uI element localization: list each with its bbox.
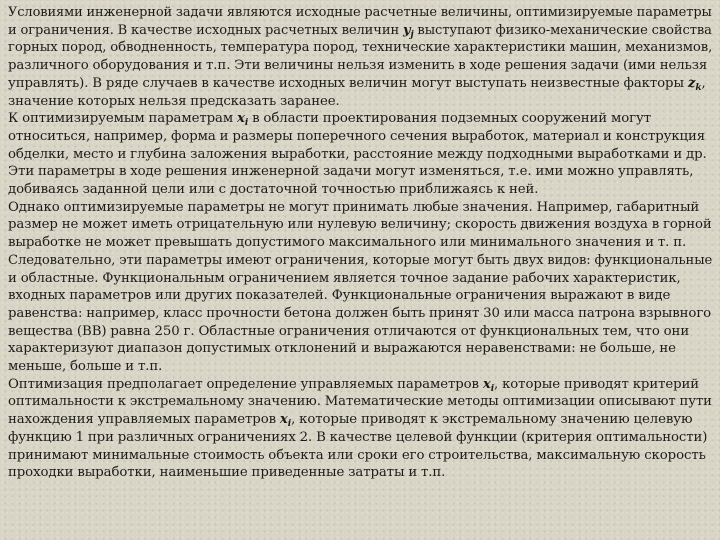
paragraph [8, 376, 712, 482]
text-line [8, 358, 712, 376]
variable-subscript: j [410, 29, 414, 40]
text-run: Однако оптимизируемые параметры не могут принимать любые значения. Например, габаритный [8, 199, 700, 215]
variable-base: x [279, 412, 288, 428]
text-line [8, 181, 712, 199]
text-run: и областные. Функциональным ограничением является точное задание рабочих характеристик, [8, 270, 681, 286]
text-line [8, 110, 712, 128]
paragraph [8, 4, 712, 110]
text-line [8, 75, 712, 93]
text-line [8, 393, 712, 411]
text-line [8, 57, 712, 75]
paragraph [8, 199, 712, 376]
text-run: в области проектирования подземных сооружений могут [248, 111, 651, 127]
text-run: нахождения управляемых параметров [8, 412, 280, 428]
text-line [8, 252, 713, 270]
variable-subscript: i [490, 383, 495, 394]
text-run: входных параметров или других показателей. Функциональные ограничения выражают в виде [8, 288, 671, 304]
text-run: управлять). В ряде случаев в качестве исходных величин могут выступать неизвестные факторы [8, 75, 688, 91]
text-line [8, 270, 712, 288]
text-run: обделки, место и глубина заложения выработки, расстояние между подходными выработками и др. [8, 146, 707, 162]
math-variable [279, 412, 292, 430]
text-run: значение которых нельзя предсказать заранее. [8, 93, 340, 109]
text-run: меньше, больше и т.п. [8, 359, 163, 375]
variable-base: x [482, 376, 491, 392]
text-line [8, 163, 712, 181]
text-line [8, 376, 712, 394]
variable-base: z [687, 75, 696, 91]
text-line [8, 429, 712, 447]
variable-base: x [237, 111, 245, 127]
text-line [8, 234, 712, 252]
text-line [8, 340, 712, 358]
text-line [8, 22, 712, 40]
text-line [8, 93, 712, 111]
text-line [8, 287, 712, 305]
math-variable [483, 377, 494, 392]
text-line [8, 199, 712, 217]
body-text [8, 4, 712, 482]
text-run: горных пород, обводненность, температура пород, технические характеристики машин, механизмов, [8, 40, 713, 56]
variable-subscript: k [695, 82, 702, 93]
text-line [8, 411, 712, 429]
text-run: выработке не может превышать допустимого максимального или минимального значения и т. п. [8, 235, 687, 251]
text-run: характеризуют диапазон допустимых отклонений и выражаются неравенствами: не больше, не [8, 341, 676, 357]
text-run: К оптимизируемым параметрам [8, 111, 238, 127]
text-run: различного оборудования и т.п. Эти величины нельзя изменить в ходе решения задачи (ими нельзя [8, 58, 708, 74]
math-variable [237, 111, 249, 129]
text-run: выступают физико-механические свойства [413, 22, 712, 38]
variable-subscript: i [244, 118, 249, 129]
text-run: оптимальности к экстремальному значению. Математические методы оптимизации описывают пути [8, 394, 712, 410]
text-run: размер не может иметь отрицательную или нулевую величину; скорость движения воздуха в горной [8, 217, 712, 233]
variable-base: y [402, 22, 411, 38]
text-run: равенства: например, класс прочности бетона должен быть принят 30 или масса патрона взрывного [8, 305, 712, 321]
text-run: Условиями инженерной задачи являются исходные расчетные величины, оптимизируемые параметры [8, 5, 712, 20]
text-line [8, 216, 712, 234]
text-run: вещества (ВВ) равна 250 г. Областные ограничения отличаются от функциональных тем, что они [8, 323, 690, 339]
paragraph [8, 110, 712, 199]
text-line [8, 4, 712, 22]
text-line [8, 128, 712, 146]
text-run: , которые приводят к экстремальному значению целевую [291, 412, 693, 428]
math-variable [403, 23, 414, 38]
variable-subscript: i [287, 419, 292, 430]
text-run: относиться, например, форма и размеры поперечного сечения выработок, материал и конструкция [8, 128, 706, 144]
text-run: функцию 1 при различных ограничениях 2. В качестве целевой функции (критерия оптимальности) [8, 429, 708, 445]
text-run: и ограничения. В качестве исходных расчетных величин [8, 22, 403, 38]
text-line [8, 146, 712, 164]
text-run: Оптимизация предполагает определение управляемых параметров [8, 376, 483, 392]
text-run: добиваясь заданной цели или с достаточной точностью приближаясь к ней. [8, 182, 539, 198]
text-run: Следовательно, эти параметры имеют ограничения, которые могут быть двух видов: функциональные [8, 252, 713, 268]
text-line [8, 464, 712, 482]
text-line [8, 447, 712, 465]
text-run: , [701, 75, 706, 91]
text-run: , которые приводят критерий [494, 376, 700, 392]
text-run: проходки выработки, наименьшие приведенные затраты и т.п. [8, 465, 446, 481]
math-variable [688, 76, 702, 91]
text-line [8, 323, 712, 341]
text-run: принимают минимальные стоимость объекта или сроки его строительства, максимальную скорость [8, 447, 706, 463]
text-line [8, 39, 713, 57]
text-line [8, 305, 712, 323]
text-run: Эти параметры в ходе решения инженерной задачи могут изменяться, т.е. ими можно управлять, [8, 164, 694, 180]
